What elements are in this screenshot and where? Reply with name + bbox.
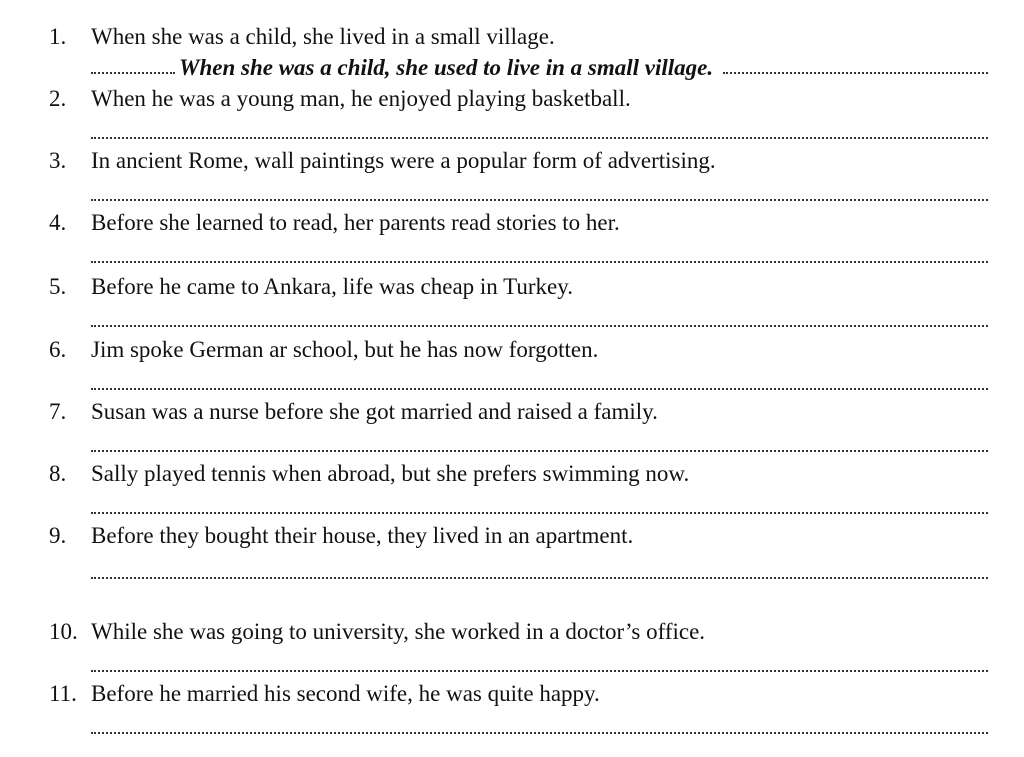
answer-dotted-line xyxy=(91,306,988,336)
item-number: 7. xyxy=(49,399,67,424)
answer-dotted-line xyxy=(91,713,988,743)
item-sentence: When she was a child, she lived in a small village. xyxy=(91,24,555,49)
example-answer-line xyxy=(91,53,988,83)
answer-dotted-line xyxy=(91,369,988,399)
item-number: 5. xyxy=(49,274,67,299)
item-number: 1. xyxy=(49,24,67,49)
answer-dotted-line xyxy=(91,242,988,272)
item-sentence: Sally played tennis when abroad, but she prefers swimming now. xyxy=(91,461,690,486)
item-number: 3. xyxy=(49,148,67,173)
item-sentence: While she was going to university, she worked in a doctor’s office. xyxy=(91,619,706,644)
item-number: 4. xyxy=(49,210,67,235)
item-number: 2. xyxy=(49,86,67,111)
answer-dotted-line xyxy=(91,118,988,148)
answer-dotted-line xyxy=(91,558,988,588)
answer-dotted-line xyxy=(91,180,988,210)
answer-dotted-line xyxy=(91,493,988,523)
answer-dotted-line xyxy=(91,431,988,461)
item-number: 6. xyxy=(49,337,67,362)
item-number: 10. xyxy=(49,619,78,644)
answer-dotted-line xyxy=(91,651,988,681)
item-sentence: Before he came to Ankara, life was cheap in Turkey. xyxy=(91,274,573,299)
dotted-leader xyxy=(723,72,988,74)
item-sentence: In ancient Rome, wall paintings were a popular form of advertising. xyxy=(91,148,716,173)
example-answer: When she was a child, she used to live in a small village. xyxy=(179,55,714,80)
item-number: 8. xyxy=(49,461,67,486)
item-sentence: Before he married his second wife, he was quite happy. xyxy=(91,681,600,706)
dotted-leader xyxy=(91,72,175,74)
item-sentence: When he was a young man, he enjoyed playing basketball. xyxy=(91,86,631,111)
item-number: 11. xyxy=(49,681,77,706)
item-sentence: Jim spoke German ar school, but he has now forgotten. xyxy=(91,337,599,362)
item-sentence: Before they bought their house, they lived in an apartment. xyxy=(91,523,634,548)
item-number: 9. xyxy=(49,523,67,548)
item-sentence: Susan was a nurse before she got married and raised a family. xyxy=(91,399,658,424)
item-sentence: Before she learned to read, her parents read stories to her. xyxy=(91,210,620,235)
